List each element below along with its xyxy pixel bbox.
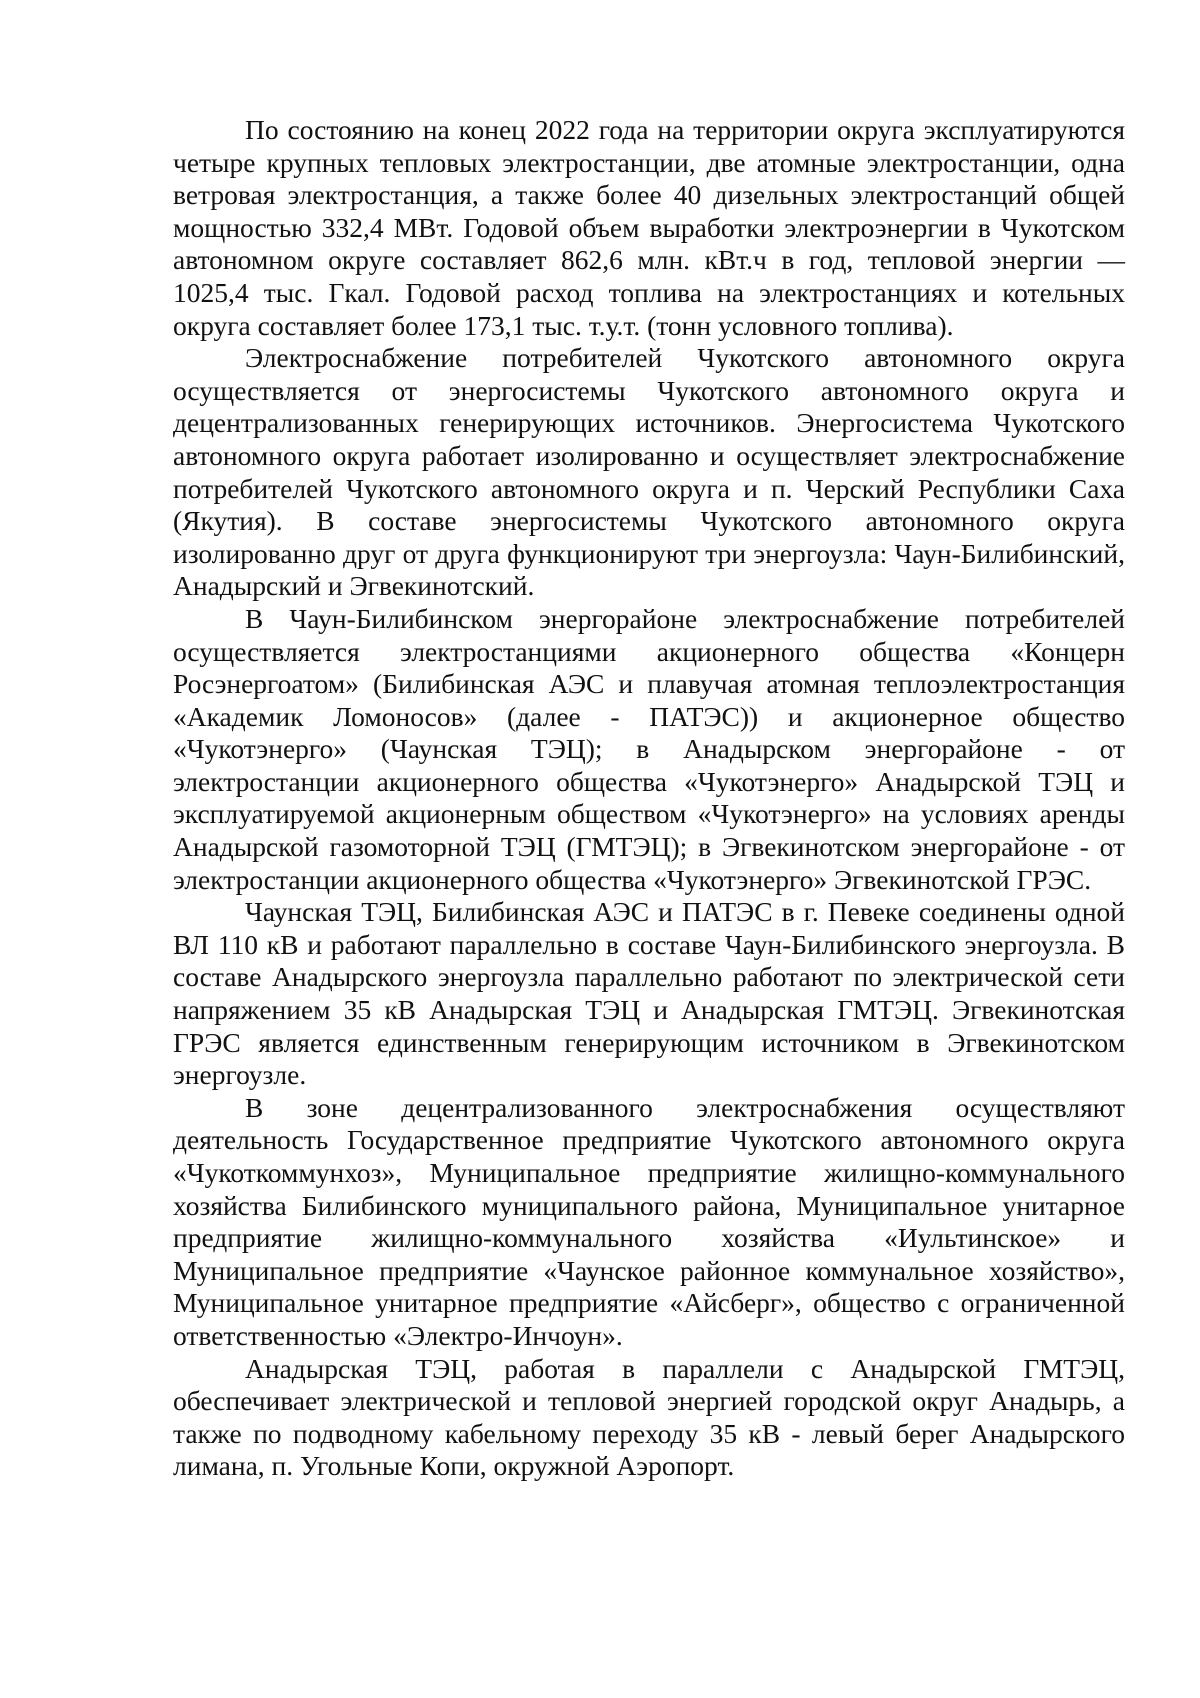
paragraph-power-supply: Электроснабжение потребителей Чукотского автономного округа осуществляется от энергосистемы Чукотского автономного округа и децентрализованных генерирующих источников. Энергосистема Чукотского автономного округа работает изолированно и осуществляет электроснабжение потребителей Чукотского автономного округа и п. Черский Республики Саха (Якутия). В составе энергосистемы Чукотского автономного округа изолированно друг от друга функционируют три энергоузла: Чаун-Билибинский, Анадырский и Эгвекинотский.: [173, 342, 1125, 602]
paragraph-decentralized-supply: В зоне децентрализованного электроснабжения осуществляют деятельность Государственное предприятие Чукотского автономного округа «Чукоткоммунхоз», Муниципальное предприятие жилищно-коммунального хозяйства Билибинского муниципального района, Муниципальное унитарное предприятие жилищно-коммунального хозяйства «Иультинское» и Муниципальное предприятие «Чаунское районное коммунальное хозяйство», Муниципальное унитарное предприятие «Айсберг», общество с ограниченной ответственностью «Электро-Инчоун».: [173, 1091, 1125, 1351]
document-body: [173, 114, 1125, 1483]
paragraph-energy-nodes: Чаунская ТЭЦ, Билибинская АЭС и ПАТЭС в г. Певеке соединены одной ВЛ 110 кВ и работают параллельно в составе Чаун-Билибинского энергоузла. В составе Анадырского энергоузла параллельно работают по электрической сети напряжением 35 кВ Анадырская ТЭЦ и Анадырская ГМТЭЦ. Эгвекинотская ГРЭС является единственным генерирующим источником в Эгвекинотском энергоузле.: [173, 896, 1125, 1091]
paragraph-anadyr-tec: Анадырская ТЭЦ, работая в параллели с Анадырской ГМТЭЦ, обеспечивает электрической и тепловой энергией городской округ Анадырь, а также по подводному кабельному переходу 35 кВ - левый берег Анадырского лимана, п. Угольные Копи, окружной Аэропорт.: [173, 1352, 1125, 1482]
paragraph-energy-districts: В Чаун-Билибинском энергорайоне электроснабжение потребителей осуществляется электростанциями акционерного общества «Концерн Росэнергоатом» (Билибинская АЭС и плавучая атомная теплоэлектростанция «Академик Ломоносов» (далее - ПАТЭС)) и акционерное общество «Чукотэнерго» (Чаунская ТЭЦ); в Анадырском энергорайоне - от электростанции акционерного общества «Чукотэнерго» Анадырской ТЭЦ и эксплуатируемой акционерным обществом «Чукотэнерго» на условиях аренды Анадырской газомоторной ТЭЦ (ГМТЭЦ); в Эгвекинотском энергорайоне - от электростанции акционерного общества «Чукотэнерго» Эгвекинотской ГРЭС.: [173, 602, 1125, 895]
paragraph-generation-overview: По состоянию на конец 2022 года на территории округа эксплуатируются четыре крупных тепловых электростанции, две атомные электростанции, одна ветровая электростанция, а также более 40 дизельных электростанций общей мощностью 332,4 МВт. Годовой объем выработки электроэнергии в Чукотском автономном округе составляет 862,6 млн. кВт.ч в год, тепловой энергии — 1025,4 тыс. Гкал. Годовой расход топлива на электростанциях и котельных округа составляет более 173,1 тыс. т.у.т. (тонн условного топлива).: [173, 114, 1125, 341]
